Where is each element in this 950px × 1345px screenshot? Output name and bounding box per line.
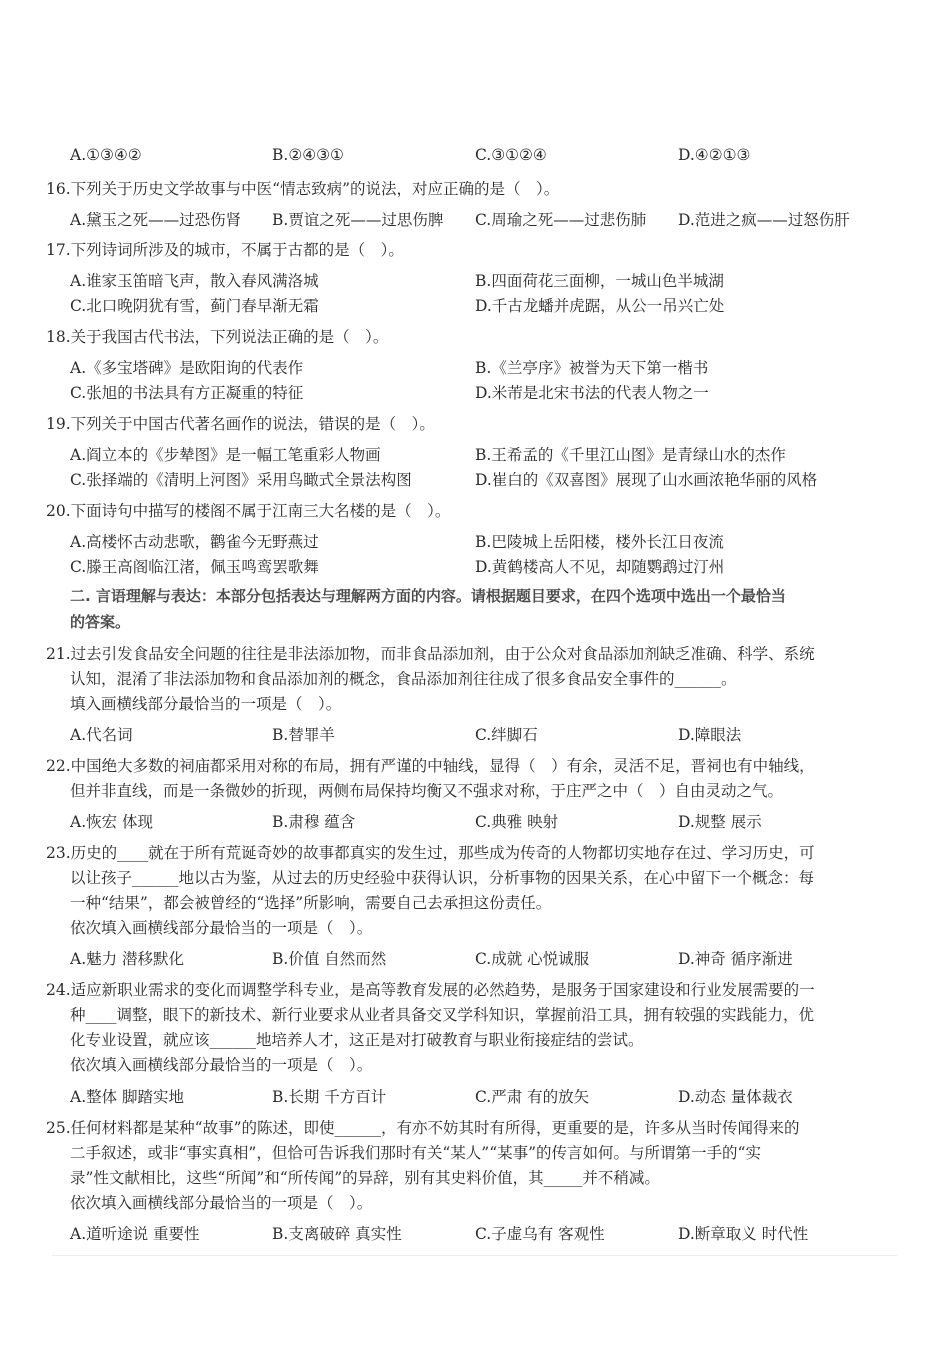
q20-options-row2 (70, 555, 890, 577)
q24-line3: 化专业设置，就应该______地培养人才，这正是对打破教育与职业衔接症结的尝试。 (70, 1031, 644, 1049)
q16-option-c: C.周瑜之死——过悲伤肺 (475, 211, 647, 229)
q21-option-c: C.绊脚石 (475, 726, 538, 744)
q15-option-d: D.④②①③ (678, 146, 751, 164)
q25-option-d: D.断章取义 时代性 (678, 1225, 809, 1243)
q23-options (70, 947, 890, 969)
page-divider (52, 1255, 897, 1256)
q17-option-c: C.北口晚阴犹有雪，蓟门春早渐无霜 (70, 297, 319, 315)
q22-options (70, 810, 890, 832)
q18-option-a: A.《多宝塔碑》是欧阳询的代表作 (70, 359, 304, 377)
q24-option-d: D.动态 量体裁衣 (678, 1088, 793, 1106)
q23-line1: 23.历史的____就在于所有荒诞奇妙的故事都真实的发生过，那些成为传奇的人物都切实地存在过、学习历史，可 (46, 844, 815, 862)
q24-line2: 种____调整，眼下的新技术、新行业要求从业者具备交叉学科知识，掌握前沿工具，拥有较强的实践能力，优 (70, 1006, 815, 1024)
q17-option-b: B.四面荷花三面柳，一城山色半城湖 (475, 272, 724, 290)
q16-option-b: B.贾谊之死——过思伤脾 (272, 211, 444, 229)
q24-line4: 依次填入画横线部分最恰当的一项是（ ）。 (70, 1056, 373, 1074)
q24-option-c: C.严肃 有的放矢 (475, 1088, 590, 1106)
q19-options-row1 (70, 443, 890, 465)
q15-options (70, 146, 890, 168)
q25-line1: 25.任何材料都是某种“故事”的陈述，即使______，有亦不妨其时有所得，更重要的是，许多从当时传闻得来的 (46, 1119, 800, 1137)
q19-stem: 19.下列关于中国古代著名画作的说法，错误的是（ ）。 (46, 415, 435, 433)
q24-option-a: A.整体 脚踏实地 (70, 1088, 185, 1106)
section-heading-line1: 二. 言语理解与表达：本部分包括表达与理解两方面的内容。请根据题目要求，在四个选项中选出一个最恰当 (70, 587, 786, 605)
q18-option-d: D.米芾是北宋书法的代表人物之一 (475, 384, 709, 402)
q20-options-row1 (70, 530, 890, 552)
q21-line3: 填入画横线部分最恰当的一项是（ ）。 (70, 695, 342, 713)
q19-option-d: D.崔白的《双喜图》展现了山水画浓艳华丽的风格 (475, 471, 818, 489)
q22-option-c: C.典雅 映射 (475, 813, 559, 831)
q18-option-b: B.《兰亭序》被誉为天下第一楷书 (475, 359, 709, 377)
q18-stem: 18.关于我国古代书法，下列说法正确的是（ ）。 (46, 328, 389, 346)
q17-stem: 17.下列诗词所涉及的城市，不属于古都的是（ ）。 (46, 241, 404, 259)
q25-option-b: B.支离破碎 真实性 (272, 1225, 402, 1243)
q25-line4: 依次填入画横线部分最恰当的一项是（ ）。 (70, 1194, 373, 1212)
q22-option-b: B.肃穆 蕴含 (272, 813, 356, 831)
q15-option-b: B.②④③① (272, 146, 344, 164)
q21-options (70, 723, 890, 745)
q16-options (70, 208, 890, 230)
q23-line4: 依次填入画横线部分最恰当的一项是（ ）。 (70, 919, 373, 937)
q21-line1: 21.过去引发食品安全问题的往往是非法添加物，而非食品添加剂，由于公众对食品添加剂缺乏准确、科学、系统 (46, 645, 815, 663)
q21-option-d: D.障眼法 (678, 726, 742, 744)
q19-option-b: B.王希孟的《千里江山图》是青绿山水的杰作 (475, 446, 786, 464)
q23-line3: 一种“结果”，都会被曾经的“选择”所影响，需要自己去承担这份责任。 (70, 894, 552, 912)
q20-option-d: D.黄鹤楼高人不见，却随鹦鹉过汀州 (475, 558, 725, 576)
q23-option-b: B.价值 自然而然 (272, 950, 387, 968)
section-heading (70, 583, 880, 635)
q20-option-b: B.巴陵城上岳阳楼，楼外长江日夜流 (475, 533, 724, 551)
q24-options (70, 1085, 890, 1107)
q16-option-d: D.范进之疯——过怒伤肝 (678, 211, 850, 229)
q18-option-c: C.张旭的书法具有方正凝重的特征 (70, 384, 304, 402)
q18-options-row1 (70, 356, 890, 378)
q15-option-c: C.③①②④ (475, 146, 547, 164)
q23-option-c: C.成就 心悦诚服 (475, 950, 590, 968)
q19-option-c: C.张择端的《清明上河图》采用鸟瞰式全景法构图 (70, 471, 412, 489)
q24-option-b: B.长期 千方百计 (272, 1088, 387, 1106)
q23-option-a: A.魅力 潜移默化 (70, 950, 185, 968)
q20-stem: 20.下面诗句中描写的楼阁不属于江南三大名楼的是（ ）。 (46, 502, 451, 520)
q22-line2: 但并非直线，而是一条微妙的折现，两侧布局保持均衡又不强求对称，于庄严之中（ ）自由灵动之气。 (70, 782, 784, 800)
q15-option-a: A.①③④② (70, 146, 142, 164)
q19-option-a: A.阎立本的《步辇图》是一幅工笔重彩人物画 (70, 446, 381, 464)
q21-option-b: B.替罪羊 (272, 726, 335, 744)
q22-line1: 22.中国绝大多数的祠庙都采用对称的布局，拥有严谨的中轴线，显得（ ）有余，灵活不足，晋祠也有中轴线， (46, 757, 815, 775)
q25-line3: 录”性文献相比，这些“所闻”和“所传闻”的异辞，别有其史料价值，其_____并不稍减。 (70, 1169, 660, 1187)
q23-option-d: D.神奇 循序渐进 (678, 950, 793, 968)
q22-option-d: D.规整 展示 (678, 813, 762, 831)
q25-line2: 二手叙述，或非“事实真相”，但恰可告诉我们那时有关“某人”“某事”的传言如何。与所谓第一手的“实 (70, 1144, 761, 1162)
q17-option-d: D.千古龙蟠并虎踞，从公一吊兴亡处 (475, 297, 725, 315)
q23-line2: 以让孩子______地以古为鉴，从过去的历史经验中获得认识，分析事物的因果关系，在心中留下一个概念：每 (70, 869, 815, 887)
q24-line1: 24.适应新职业需求的变化而调整学科专业，是高等教育发展的必然趋势，是服务于国家建设和行业发展需要的一 (46, 981, 815, 999)
q25-options (70, 1222, 890, 1244)
section-heading-line2: 的答案。 (70, 613, 131, 631)
q21-line2: 认知，混淆了非法添加物和食品添加剂的概念，食品添加剂往往成了很多食品安全事件的______。 (70, 670, 737, 688)
q25-option-c: C.子虚乌有 客观性 (475, 1225, 605, 1243)
q16-stem: 16.下列关于历史文学故事与中医“情志致病”的说法，对应正确的是（ ）。 (46, 180, 560, 198)
q16-option-a: A.黛玉之死——过恐伤肾 (70, 211, 242, 229)
q18-options-row2 (70, 381, 890, 403)
q19-options-row2 (70, 468, 890, 490)
q17-option-a: A.谁家玉笛暗飞声，散入春风满洛城 (70, 272, 319, 290)
q17-options-row1 (70, 269, 890, 291)
q17-options-row2 (70, 294, 890, 316)
q22-option-a: A.恢宏 体现 (70, 813, 154, 831)
q20-option-a: A.高楼怀古动悲歌，鹳雀今无野燕过 (70, 533, 319, 551)
q25-option-a: A.道听途说 重要性 (70, 1225, 200, 1243)
q21-option-a: A.代名词 (70, 726, 133, 744)
q20-option-c: C.滕王高阁临江渚，佩玉鸣鸾罢歌舞 (70, 558, 319, 576)
